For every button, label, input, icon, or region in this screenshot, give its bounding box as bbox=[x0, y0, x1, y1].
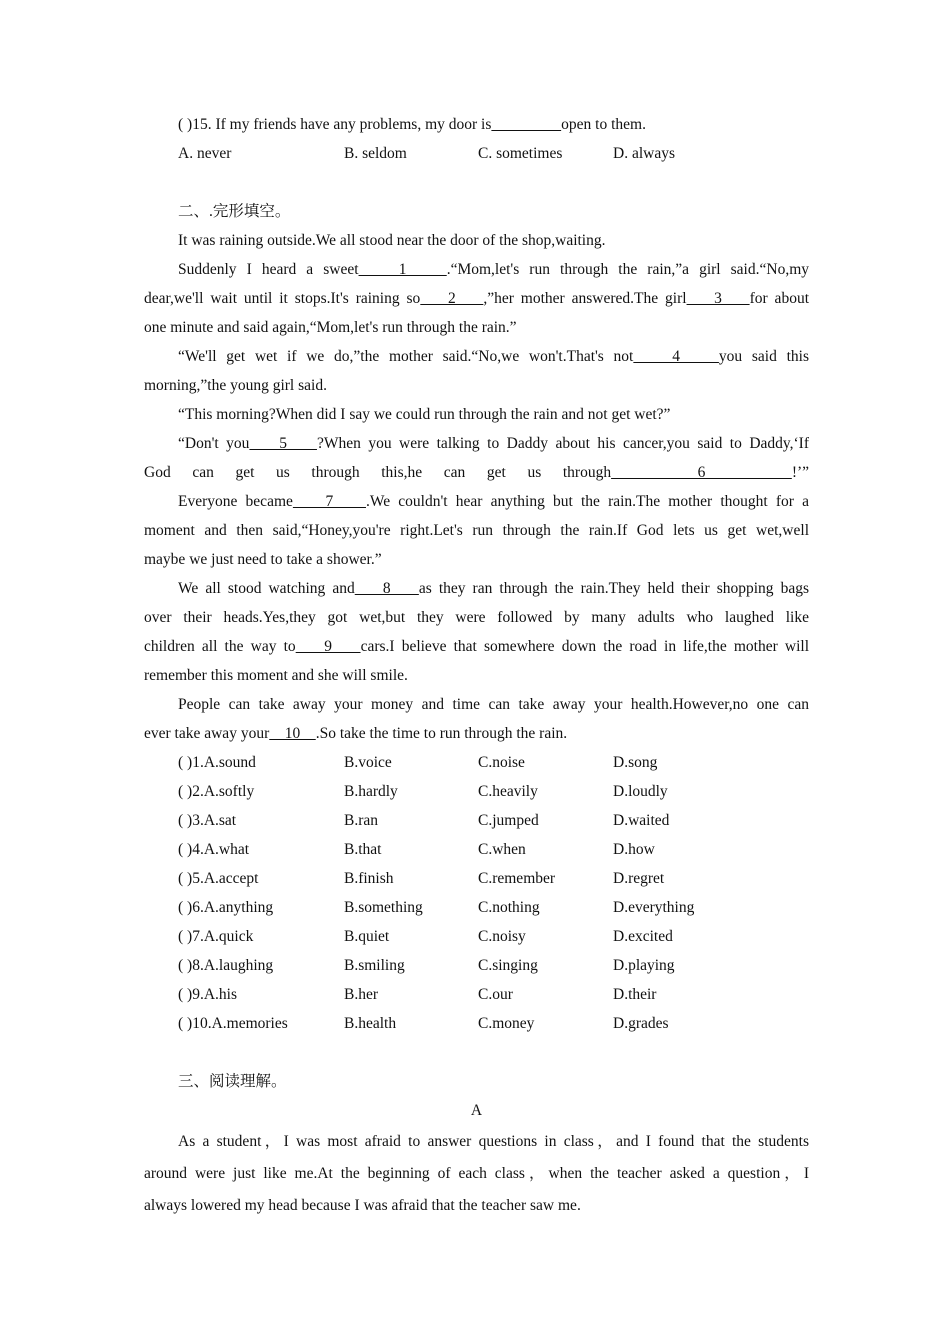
cloze-question-row bbox=[144, 806, 809, 835]
cloze-line: “We'll get wet if we do,”the mother said.“No,we won't.That's not 4 you said this bbox=[178, 348, 809, 365]
q15-option-c: C. sometimes bbox=[478, 145, 563, 162]
cloze-question-row bbox=[144, 864, 809, 893]
question-option-d: D.song bbox=[613, 754, 658, 771]
question-option-b: B.ran bbox=[344, 812, 379, 829]
cloze-heading: 二、.完形填空。 bbox=[178, 203, 291, 220]
question-option-b: B.her bbox=[344, 986, 379, 1003]
cloze-line: maybe we just need to take a shower.” bbox=[144, 551, 382, 568]
cloze-line: We all stood watching and 8 as they ran through the rain.They held their shopping bags bbox=[178, 580, 809, 597]
question-option-c: C.singing bbox=[478, 957, 538, 974]
cloze-question-row bbox=[144, 777, 809, 806]
cloze-line: “This morning?When did I say we could run through the rain and not get wet?” bbox=[178, 406, 671, 423]
question-option-d: D.grades bbox=[613, 1015, 669, 1032]
question-option-c: C.heavily bbox=[478, 783, 538, 800]
reading-section-label: A bbox=[470, 1102, 483, 1119]
question-option-c: C.noisy bbox=[478, 928, 526, 945]
cloze-question-row bbox=[144, 1009, 809, 1038]
question-option-b: B.something bbox=[344, 899, 423, 916]
question-option-b: B.smiling bbox=[344, 957, 405, 974]
q15-options bbox=[144, 139, 809, 168]
cloze-question-row bbox=[144, 748, 809, 777]
cloze-line: People can take away your money and time can take away your health.However,no one can bbox=[178, 696, 809, 713]
reading-heading: 三、阅读理解。 bbox=[178, 1073, 287, 1090]
cloze-line: morning,”the young girl said. bbox=[144, 377, 327, 394]
question-option-c: C.noise bbox=[478, 754, 525, 771]
cloze-line: one minute and said again,“Mom,let's run through the rain.” bbox=[144, 319, 517, 336]
question-option-a: ( )9.A.his bbox=[178, 986, 237, 1003]
reading-line: around were just like me.At the beginning of each class，when the teacher asked a question，I bbox=[144, 1165, 809, 1182]
cloze-question-row bbox=[144, 980, 809, 1009]
q15-option-d: D. always bbox=[613, 145, 675, 162]
question-option-b: B.that bbox=[344, 841, 382, 858]
question-option-d: D.excited bbox=[613, 928, 673, 945]
question-option-a: ( )8.A.laughing bbox=[178, 957, 274, 974]
cloze-question-row bbox=[144, 835, 809, 864]
question-option-d: D.loudly bbox=[613, 783, 668, 800]
cloze-line: children all the way to 9 cars.I believe that somewhere down the road in life,the mother will bbox=[144, 638, 809, 655]
cloze-question-row bbox=[144, 951, 809, 980]
question-option-c: C.money bbox=[478, 1015, 535, 1032]
reading-line: always lowered my head because I was afraid that the teacher saw me. bbox=[144, 1197, 581, 1214]
cloze-line: Suddenly I heard a sweet 1 .“Mom,let's run through the rain,”a girl said.“No,my bbox=[178, 261, 809, 278]
question-option-d: D.their bbox=[613, 986, 657, 1003]
cloze-questions bbox=[144, 748, 809, 1038]
cloze-line: ever take away your 10 .So take the time to run through the rain. bbox=[144, 725, 568, 742]
q15-option-b: B. seldom bbox=[344, 145, 407, 162]
question-option-d: D.playing bbox=[613, 957, 675, 974]
question-option-d: D.everything bbox=[613, 899, 695, 916]
question-option-c: C.when bbox=[478, 841, 526, 858]
cloze-question-row bbox=[144, 893, 809, 922]
q15-stem: ( )15. If my friends have any problems, my door is open to them. bbox=[178, 116, 646, 133]
question-option-c: C.our bbox=[478, 986, 513, 1003]
question-option-c: C.nothing bbox=[478, 899, 540, 916]
cloze-line: God can get us through this,he can get us through 6 !’” bbox=[144, 464, 809, 481]
question-option-b: B.finish bbox=[344, 870, 394, 887]
question-option-b: B.health bbox=[344, 1015, 397, 1032]
question-option-b: B.quiet bbox=[344, 928, 390, 945]
question-option-b: B.voice bbox=[344, 754, 392, 771]
reading-line: As a student，I was most afraid to answer questions in class，and I found that the students bbox=[178, 1133, 809, 1150]
cloze-line: “Don't you 5 ?When you were talking to Daddy about his cancer,you said to Daddy,‘If bbox=[178, 435, 809, 452]
question-option-a: ( )1.A.sound bbox=[178, 754, 256, 771]
q15-option-a: A. never bbox=[178, 145, 232, 162]
question-option-a: ( )10.A.memories bbox=[178, 1015, 288, 1032]
question-option-d: D.regret bbox=[613, 870, 665, 887]
cloze-line: over their heads.Yes,they got wet,but they were followed by many adults who laughed like bbox=[144, 609, 809, 626]
cloze-line: It was raining outside.We all stood near the door of the shop,waiting. bbox=[178, 232, 606, 249]
reading-passage bbox=[144, 1126, 809, 1222]
cloze-line: dear,we'll wait until it stops.It's raining so 2 ,”her mother answered.The girl 3 for about bbox=[144, 290, 809, 307]
question-option-c: C.jumped bbox=[478, 812, 539, 829]
question-option-a: ( )4.A.what bbox=[178, 841, 250, 858]
question-option-a: ( )5.A.accept bbox=[178, 870, 259, 887]
cloze-passage bbox=[144, 226, 809, 748]
question-option-d: D.waited bbox=[613, 812, 670, 829]
document-page bbox=[144, 110, 809, 1222]
cloze-line: moment and then said,“Honey,you're right.Let's run through the rain.If God lets us get wet,well bbox=[144, 522, 809, 539]
cloze-question-row bbox=[144, 922, 809, 951]
question-option-c: C.remember bbox=[478, 870, 556, 887]
question-option-a: ( )6.A.anything bbox=[178, 899, 274, 916]
question-option-a: ( )3.A.sat bbox=[178, 812, 237, 829]
question-option-b: B.hardly bbox=[344, 783, 398, 800]
question-option-a: ( )2.A.softly bbox=[178, 783, 255, 800]
cloze-line: remember this moment and she will smile. bbox=[144, 667, 408, 684]
cloze-line: Everyone became 7 .We couldn't hear anything but the rain.The mother thought for a bbox=[178, 493, 809, 510]
question-option-a: ( )7.A.quick bbox=[178, 928, 254, 945]
question-option-d: D.how bbox=[613, 841, 655, 858]
